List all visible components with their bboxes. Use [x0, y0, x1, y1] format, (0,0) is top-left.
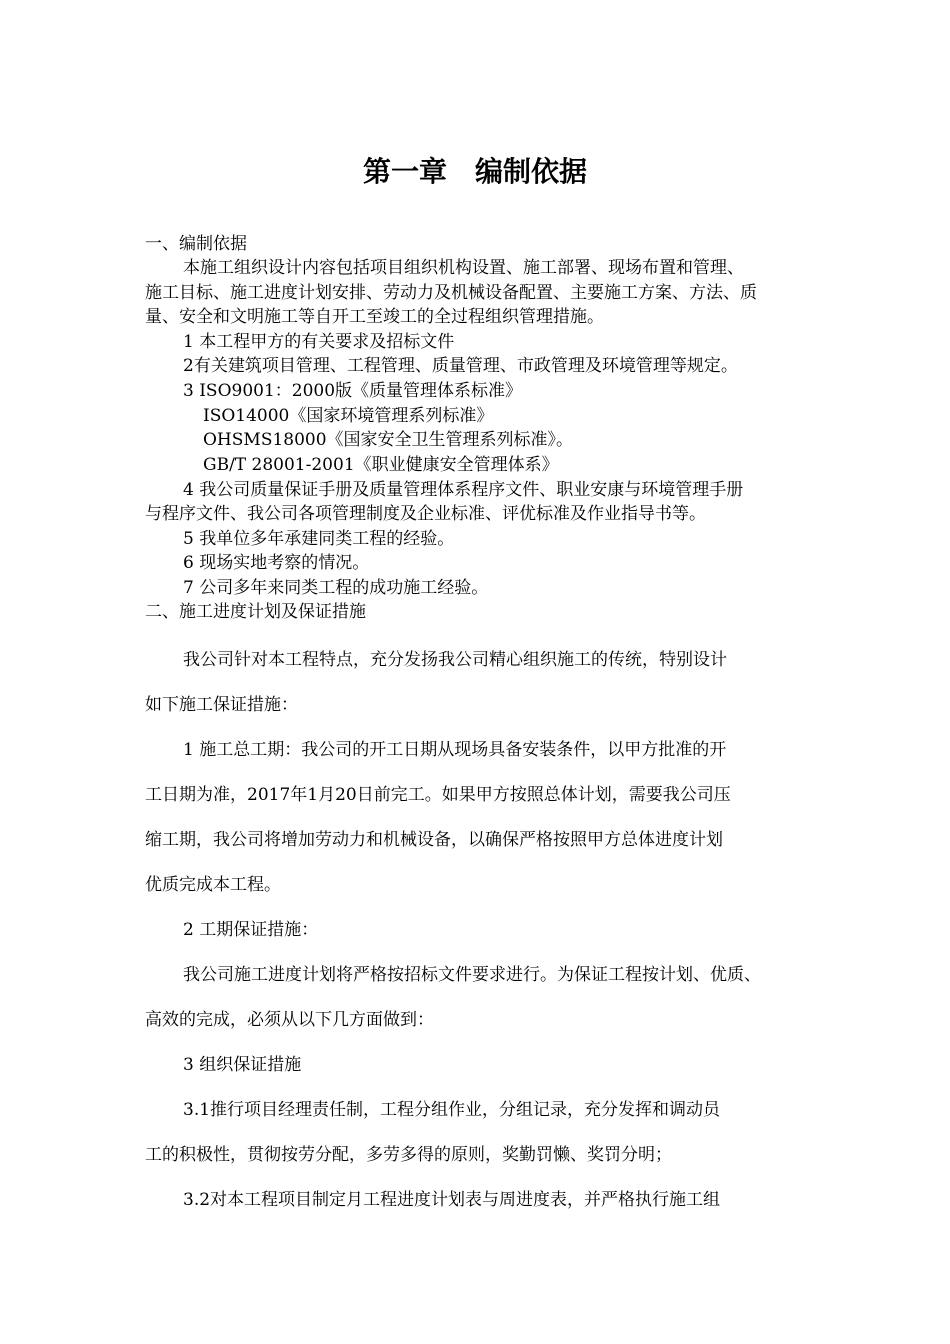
list-subitem: ISO14000《国家环境管理系列标准》 — [203, 406, 494, 426]
list-item: 7 公司多年来同类工程的成功施工经验。 — [183, 578, 489, 598]
paragraph-line: 缩工期，我公司将增加劳动力和机械设备，以确保严格按照甲方总体进度计划 — [145, 830, 723, 850]
paragraph-line: 工日期为准，2017年1月20日前完工。如果甲方按照总体计划，需要我公司压 — [145, 785, 731, 805]
list-item: 5 我单位多年承建同类工程的经验。 — [183, 529, 455, 549]
section-heading: 一、编制依据 — [145, 234, 247, 254]
paragraph-line: 1 施工总工期：我公司的开工日期从现场具备安装条件，以甲方批准的开 — [183, 740, 727, 760]
chapter-title: 第一章 编制依据 — [362, 155, 587, 188]
list-subitem: OHSMS18000《国家安全卫生管理系列标准》。 — [203, 430, 574, 450]
list-item: 6 现场实地考察的情况。 — [183, 553, 370, 573]
list-item: 3 ISO9001：2000版《质量管理体系标准》 — [183, 381, 523, 401]
paragraph-line: 我公司针对本工程特点，充分发扬我公司精心组织施工的传统，特别设计 — [183, 650, 727, 670]
subsection-heading: 3 组织保证措施 — [183, 1055, 302, 1075]
list-item-continuation: 与程序文件、我公司各项管理制度及企业标准、评优标准及作业指导书等。 — [145, 504, 706, 524]
list-item: 4 我公司质量保证手册及质量管理体系程序文件、职业安康与环境管理手册 — [183, 480, 744, 500]
paragraph-line: 优质完成本工程。 — [145, 875, 281, 895]
paragraph-line: 施工目标、施工进度计划安排、劳动力及机械设备配置、主要施工方案、方法、质 — [145, 283, 757, 303]
paragraph-line: 高效的完成，必须从以下几方面做到： — [145, 1010, 434, 1030]
paragraph-line: 我公司施工进度计划将严格按招标文件要求进行。为保证工程按计划、优质、 — [183, 965, 761, 985]
paragraph-line: 本施工组织设计内容包括项目组织机构设置、施工部署、现场布置和管理、 — [183, 258, 744, 278]
list-item: 2有关建筑项目管理、工程管理、质量管理、市政管理及环境管理等规定。 — [183, 356, 738, 376]
list-subitem: GB/T 28001-2001《职业健康安全管理体系》 — [203, 455, 559, 475]
subsection-heading: 2 工期保证措施： — [183, 920, 319, 940]
paragraph-line: 3.2对本工程项目制定月工程进度计划表与周进度表，并严格执行施工组 — [183, 1190, 721, 1210]
paragraph-line: 量、安全和文明施工等自开工至竣工的全过程组织管理措施。 — [145, 307, 604, 327]
paragraph-line: 如下施工保证措施： — [145, 695, 298, 715]
list-item: 1 本工程甲方的有关要求及招标文件 — [183, 332, 455, 352]
section-heading: 二、施工进度计划及保证措施 — [145, 602, 366, 622]
paragraph-line: 工的积极性，贯彻按劳分配，多劳多得的原则，奖勤罚懒、奖罚分明； — [145, 1145, 672, 1165]
paragraph-line: 3.1推行项目经理责任制，工程分组作业，分组记录，充分发挥和调动员 — [183, 1100, 721, 1120]
